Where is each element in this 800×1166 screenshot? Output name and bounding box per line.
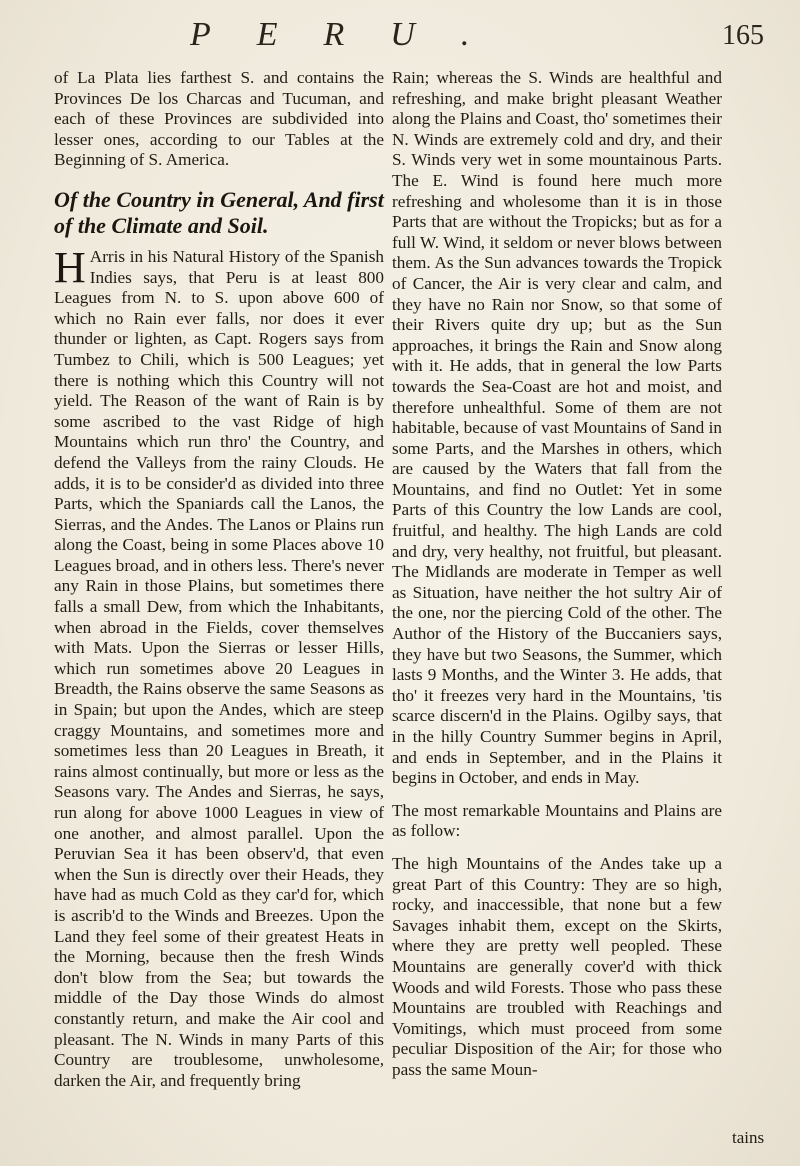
left-paragraph-2 [54, 242, 384, 1091]
section-heading: Of the Country in General, And first of the Climate and Soil. [54, 186, 384, 238]
drop-cap: H [54, 242, 86, 292]
page-number: 165 [722, 20, 764, 51]
catchword: tains [732, 1128, 765, 1147]
left-paragraph-2-text: Arris in his Natural History of the Spanish Indies says, that Peru is at least 800 Leagues from N. to S. upon above 600 of which no Rain ever falls, nor does it ever thunder or lighten, as Capt. Rogers says from Tumbez to Chili, which is 500 Leagues; yet there is nothing which this Country will not yield. The Reason of the want of Rain is by some ascribed to the vast Ridge of high Mountains which run thro' the Country, and defend the Valleys from the rainy Clouds. He adds, it is to be consider'd as divided into three Parts, which the Spaniards call the Lanos, the Sierras, and the Andes. The Lanos or Plains run along the Coast, being in some Places above 10 Leagues broad, and in others less. There's never any Rain in those Plains, but sometimes there falls a small Dew, from which the Inhabitants, when abroad in the Fields, cover themselves with Mats. Upon the Sierras or lesser Hills, which run sometimes above 20 Leagues in Breadth, the Rains observe the same Seasons as in Spain; but upon the Andes, which are steep craggy Mountains, and sometimes more and sometimes less than 20 Leagues in Breath, it rains almost continually, but more or less as the Seasons vary. The Andes and Sierras, he says, run along for above 1000 Leagues in view of one another, and almost parallel. Upon the Peruvian Sea it has been observ'd, that even when the Sun is directly over their Heads, they have had as much Cold as they car'd for, which is ascrib'd to the Winds and Breezes. Upon the Land they feel some of their greatest Heats in the Morning, because then the fresh Winds don't blow from the Sea; but towards the middle of the Day those Winds do almost constantly return, and make the Air cool and pleasant. The N. Winds in many Parts of this Country are troublesome, unwholesome, darken the Air, and frequently bring [54, 246, 384, 1090]
right-paragraph-1: Rain; whereas the S. Winds are healthful and refreshing, and make bright pleasant Weather along the Plains and Coast, tho' sometimes their N. Winds are extremely cold and dry, and their S. Winds very wet in some mountainous Parts. The E. Wind is found here much more refreshing and wholesome than it is in those Parts that are without the Tropicks; but as for a full W. Wind, it seldom or never blows between them. As the Sun advances towards the Tropick of Cancer, the Air is very clear and calm, and they have no Rain nor Snow, so that some of their Rivers quite dry up; but as the Sun approaches, it brings the Rain and Snow along with it. He adds, that in general the low Parts towards the Sea-Coast are hot and moist, and therefore unhealthful. Some of them are not habitable, because of vast Mountains of Sand in some Parts, and the Marshes in others, which are caused by the Waters that fall from the Mountains, and find no Outlet: Yet in some Parts of this Country the low Lands are cool, fruitful, and healthy. The high Lands are cold and dry, very healthy, not fruitful, but pleasant. The Midlands are moderate in Temper as well as Situation, have neither the hot sultry Air of the one, nor the piercing Cold of the other. The Author of the History of the Buccaniers says, they have but two Seasons, the Summer, which lasts 9 Months, and the Winter 3. He adds, that tho' it freezes very hard in the Mountains, 'tis scarce discern'd in the Plains. Ogilby says, that in the hilly Country Summer begins in April, and ends in September, and in the Plains it begins in October, and ends in May. [392, 68, 722, 788]
right-paragraph-2: The most remarkable Mountains and Plains are as follow: [392, 800, 722, 841]
right-paragraph-3: The high Mountains of the Andes take up a great Part of this Country: They are so high, rocky, and inaccessible, that none but a few Savages inhabit them, except on the Skirts, where they are pretty well peopled. These Mountains are generally cover'd with thick Woods and wild Forests. Those who pass these Mountains are troubled with Reachings and Vomitings, which must proceed from some peculiar Disposition of the Air; for those who pass the same Moun- [392, 853, 722, 1079]
right-column [392, 68, 722, 1093]
running-head [0, 6, 800, 58]
running-title: PERU. [190, 16, 516, 53]
left-column [54, 68, 384, 1103]
left-paragraph-1: of La Plata lies farthest S. and contains the Provinces De los Charcas and Tucuman, and each of these Provinces are subdivided into lesser ones, according to our Tables at the Beginning of S. America. [54, 68, 384, 170]
